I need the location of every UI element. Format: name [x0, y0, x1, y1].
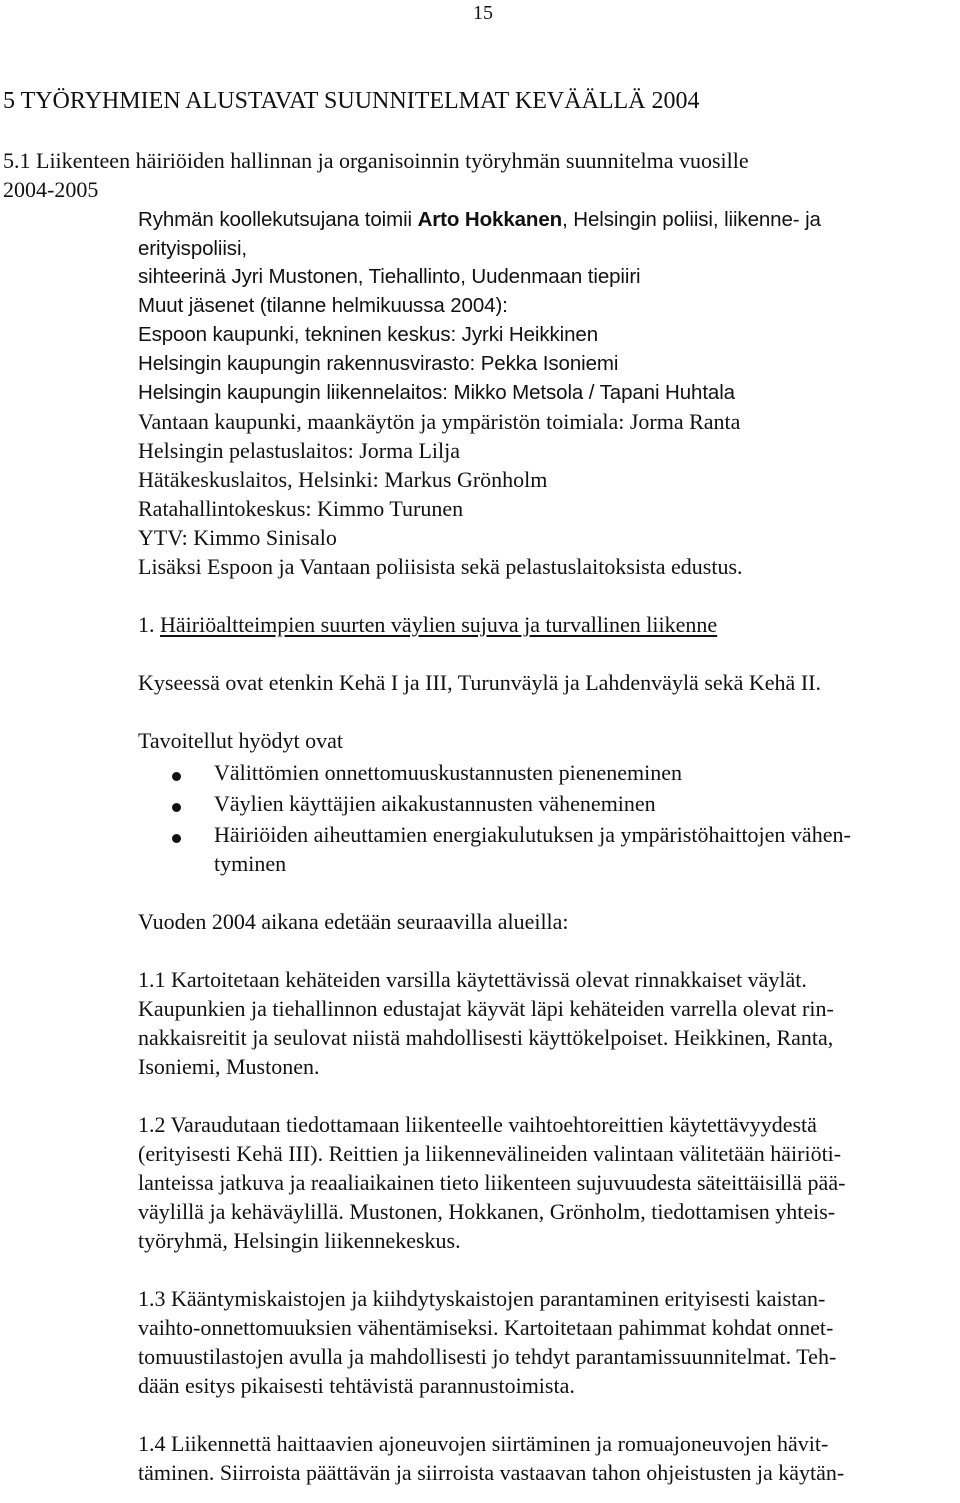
goal-1-title-text: Häiriöaltteimpien suurten väylien sujuva ja turvallinen liikenne — [160, 612, 718, 637]
benefit-item-cont: tyminen — [214, 851, 287, 876]
item-1-1-line: Kaupunkien ja tiehallinnon edustajat käyvät läpi kehäteiden varrella olevat rin- — [138, 996, 834, 1021]
benefit-item: Häiriöiden aiheuttamien energiakulutuksen ja ympäristöhaittojen vähen- — [214, 822, 851, 847]
member-line: Lisäksi Espoon ja Vantaan poliisista sekä pelastuslaitoksista edustus. — [138, 554, 743, 579]
item-1-2-line: lanteissa jatkuva ja reaaliaikainen tieto liikenteen sujuvuudesta säteittäisillä pää- — [138, 1170, 846, 1195]
page-number: 15 — [473, 2, 493, 24]
item-1-4-line: 1.4 Liikennettä haittaavien ajoneuvojen siirtäminen ja romuajoneuvojen hävit- — [138, 1431, 829, 1456]
member-line: Helsingin kaupungin liikennelaitos: Mikko Metsola / Tapani Huhtala — [138, 381, 735, 404]
bullet-icon — [172, 803, 181, 812]
benefit-item: Väylien käyttäjien aikakustannusten väheneminen — [214, 791, 656, 816]
chair-name: Arto Hokkanen — [417, 208, 563, 231]
members-intro: Muut jäsenet (tilanne helmikuussa 2004): — [138, 294, 508, 317]
item-1-2-line: työryhmä, Helsingin liikennekeskus. — [138, 1228, 461, 1253]
item-1-2-line: (erityisesti Kehä III). Reittien ja liikennevälineiden valintaan välitetään häiriöti- — [138, 1141, 842, 1166]
member-line: Helsingin pelastuslaitos: Jorma Lilja — [138, 438, 461, 463]
item-1-4-line: täminen. Siirroista päättävän ja siirroista vastaavan tahon ohjeistusten ja käytän- — [138, 1460, 845, 1485]
item-1-3-line: dään esitys pikaisesti tehtävistä parannustoimista. — [138, 1373, 575, 1398]
benefit-item: Välittömien onnettomuuskustannusten pieneneminen — [214, 760, 683, 785]
member-line: Hätäkeskuslaitos, Helsinki: Markus Grönholm — [138, 467, 548, 492]
subsection-heading-line-1: 5.1 Liikenteen häiriöiden hallinnan ja organisoinnin työryhmän suunnitelma vuosille — [3, 148, 749, 173]
item-1-1-line: Isoniemi, Mustonen. — [138, 1054, 320, 1079]
item-1-3-line: vaihto-onnettomuuksien vähentämiseksi. Kartoitetaan pahimmat kohdat onnet- — [138, 1315, 834, 1340]
subsection-heading-line-2: 2004-2005 — [3, 177, 99, 202]
goal-1-scope: Kyseessä ovat etenkin Kehä I ja III, Turunväylä ja Lahdenväylä sekä Kehä II. — [138, 670, 821, 695]
member-line: Espoon kaupunki, tekninen keskus: Jyrki Heikkinen — [138, 323, 599, 346]
item-1-1-line: 1.1 Kartoitetaan kehäteiden varsilla käytettävissä olevat rinnakkaiset väylät. — [138, 967, 807, 992]
member-line: Ratahallintokeskus: Kimmo Turunen — [138, 496, 464, 521]
goal-1-number: 1. — [138, 612, 160, 637]
group-secretary: sihteerinä Jyri Mustonen, Tiehallinto, Uudenmaan tiepiiri — [138, 265, 641, 288]
item-1-2-line: väylillä ja kehäväylillä. Mustonen, Hokkanen, Grönholm, tiedottamisen yhteis- — [138, 1199, 836, 1224]
bullet-icon — [172, 834, 181, 843]
item-1-2-line: 1.2 Varaudutaan tiedottamaan liikenteelle vaihtoehtoreittien käytettävyydestä — [138, 1112, 817, 1137]
goal-1-title — [138, 612, 717, 638]
year-intro: Vuoden 2004 aikana edetään seuraavilla alueilla: — [138, 909, 569, 934]
item-1-1-line: nakkaisreitit ja seulovat niistä mahdollisesti käyttökelpoiset. Heikkinen, Ranta, — [138, 1025, 834, 1050]
bullet-icon — [172, 772, 181, 781]
member-line: Vantaan kaupunki, maankäytön ja ympäristön toimiala: Jorma Ranta — [138, 409, 741, 434]
benefits-title: Tavoitellut hyödyt ovat — [138, 728, 343, 753]
chair-suffix: , Helsingin poliisi, liikenne- ja — [562, 208, 821, 231]
group-chair-line — [138, 208, 821, 232]
section-heading: 5 TYÖRYHMIEN ALUSTAVAT SUUNNITELMAT KEVÄÄLLÄ 2004 — [3, 88, 700, 114]
item-1-3-line: tomuustilastojen avulla ja mahdollisesti jo tehdyt parantamissuunnitelmat. Teh- — [138, 1344, 837, 1369]
item-1-3-line: 1.3 Kääntymiskaistojen ja kiihdytyskaistojen parantaminen erityisesti kaistan- — [138, 1286, 826, 1311]
chair-prefix: Ryhmän koollekutsujana toimii — [138, 208, 418, 231]
member-line: YTV: Kimmo Sinisalo — [138, 525, 337, 550]
member-line: Helsingin kaupungin rakennusvirasto: Pekka Isoniemi — [138, 352, 619, 375]
group-chair-cont: erityispoliisi, — [138, 237, 247, 260]
